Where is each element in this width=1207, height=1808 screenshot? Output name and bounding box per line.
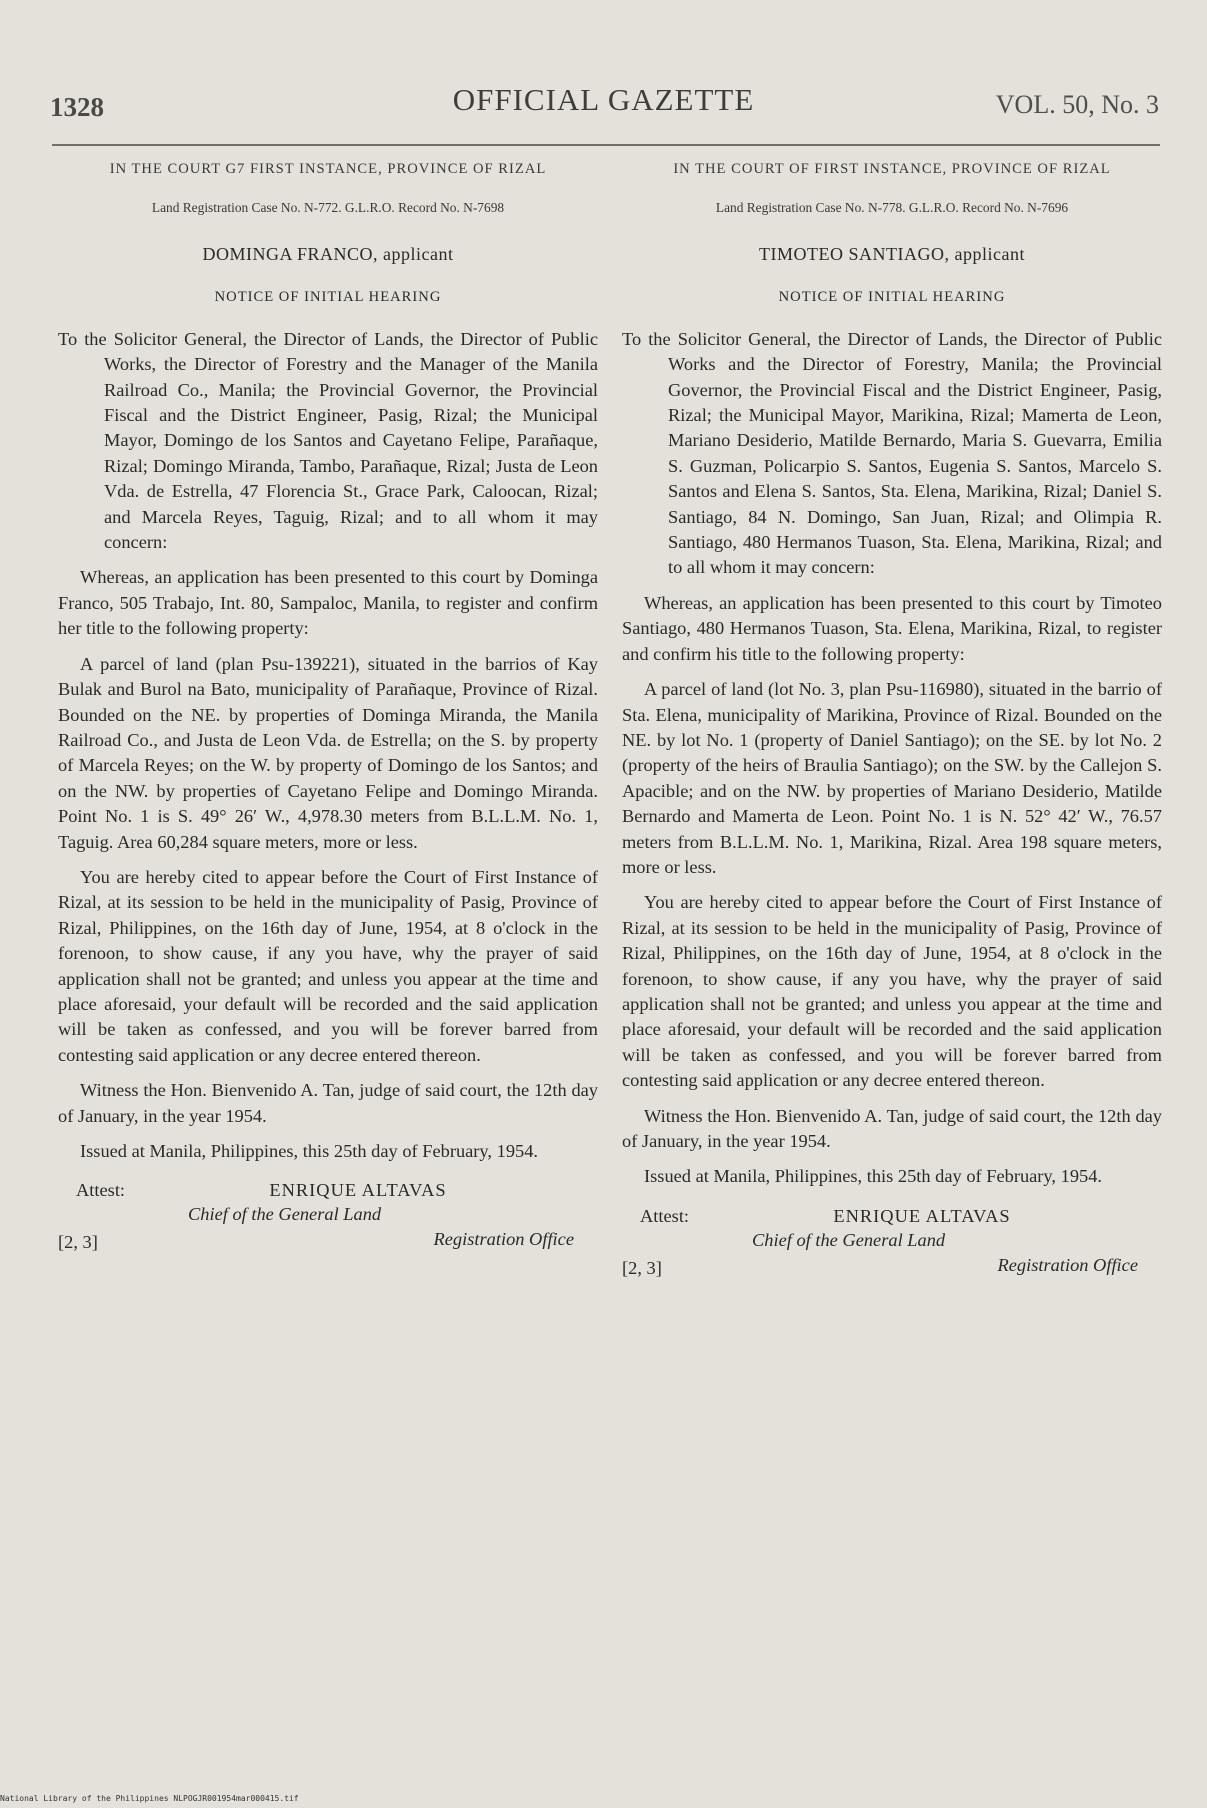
case-number: Land Registration Case No. N-778. G.L.R.O. Record No. N-7696	[715, 200, 1069, 215]
attestation-block	[622, 1204, 1162, 1298]
attest-label: Attest:	[76, 1180, 126, 1201]
official-title-line-1: Chief of the General Land	[752, 1229, 946, 1250]
official-name: ENRIQUE ALTAVAS	[833, 1205, 1011, 1226]
attestation-block	[58, 1178, 598, 1272]
publication-title: OFFICIAL GAZETTE	[452, 82, 755, 117]
whereas-paragraph: Whereas, an application has been presented to this court by Timoteo Santiago, 480 Hermanos Tuason, Sta. Elena, Marikina, Rizal, to register and confirm his title to the following property:	[622, 592, 1162, 664]
addressees-paragraph: To the Solicitor General, the Director of Lands, the Director of Public Works, the Director of Forestry and the Manager of the Manila Railroad Co., Manila; the Provincial Governor, the Provincial Fiscal and the District Engineer, Pasig, Rizal; the Municipal Mayor, Domingo de los Santos and Cayetano Felipe, Parañaque, Rizal; Domingo Miranda, Tambo, Parañaque, Rizal; Justa de Leon Vda. de Estrella, 47 Florencia St., Grace Park, Caloocan, Rizal; and Marcela Reyes, Taguig, Rizal; and to all whom it may concern:	[58, 328, 598, 553]
attest-label: Attest:	[640, 1205, 690, 1226]
whereas-paragraph: Whereas, an application has been presented to this court by Dominga Franco, 505 Trabajo, Int. 80, Sampaloc, Manila, to register and confirm her title to the following property:	[58, 567, 598, 639]
publication-issues: [2, 3]	[622, 1257, 662, 1278]
page-number: 1328	[50, 92, 104, 122]
witness-paragraph: Witness the Hon. Bienvenido A. Tan, judge of said court, the 12th day of January, in the year 1954.	[58, 1080, 598, 1126]
volume-number: VOL. 50, No. 3	[995, 90, 1159, 119]
applicant-suffix: , applicant	[373, 244, 454, 264]
issued-paragraph: Issued at Manila, Philippines, this 25th day of February, 1954.	[644, 1166, 1103, 1187]
citation-paragraph: You are hereby cited to appear before the Court of First Instance of Rizal, at its session to be held in the municipality of Pasig, Province of Rizal, Philippines, on the 16th day of June, 1954, at 8 o'clock in the forenoon, to show cause, if any you have, why the prayer of said application shall not be granted; and unless you appear at the time and place aforesaid, your default will be recorded and the said application will be taken as confessed, and you will be forever barred from contesting said application or any decree entered thereon.	[622, 892, 1162, 1091]
issued-paragraph: Issued at Manila, Philippines, this 25th day of February, 1954.	[80, 1141, 539, 1161]
court-heading: IN THE COURT G7 FIRST INSTANCE, PROVINCE OF RIZAL	[109, 161, 547, 177]
case-number: Land Registration Case No. N-772. G.L.R.O. Record No. N-7698	[151, 200, 505, 215]
official-title-line-2: Registration Office	[433, 1229, 574, 1250]
parcel-description: A parcel of land (lot No. 3, plan Psu-116980), situated in the barrio of Sta. Elena, municipality of Marikina, Province of Rizal. Bounded on the NE. by lot No. 1 (property of Daniel Santiago); on the SE. by lot No. 2 (property of the heirs of Braulia Santiago); on the SW. by the Callejon S. Apacible; and on the NW. by properties of Mariano Desiderio, Matilde Bernardo and Mamerta de Leon. Point No. 1 is N. 52° 42′ W., 76.57 meters from B.L.L.M. No. 1, Marikina, Rizal. Area 198 square meters, more or less.	[622, 679, 1162, 877]
addressees-paragraph: To the Solicitor General, the Director of Lands, the Director of Public Works and the Director of Forestry, Manila; the Provincial Governor, the Provincial Fiscal and the District Engineer, Pasig, Rizal; the Municipal Mayor, Marikina, Rizal; Mamerta de Leon, Mariano Desiderio, Matilde Bernardo, Maria S. Guevarra, Emilia S. Guzman, Policarpio S. Santos, Eugenia S. Santos, Marcelo S. Santos and Elena S. Santos, Sta. Elena, Marikina, Rizal; Daniel S. Santiago, 84 N. Domingo, San Juan, Rizal; and Olimpia R. Santiago, 480 Hermanos Tuason, Sta. Elena, Marikina, Rizal; and to all whom it may concern:	[622, 328, 1162, 578]
official-title-line-1: Chief of the General Land	[188, 1204, 382, 1225]
header-rule	[52, 144, 1160, 146]
applicant-line	[622, 242, 1162, 267]
parcel-description: A parcel of land (plan Psu-139221), situated in the barrios of Kay Bulak and Burol na Bato, municipality of Parañaque, Province of Rizal. Bounded on the NE. by properties of Dominga Miranda, the Manila Railroad Co., and Justa de Leon Vda. de Estrella; on the S. by property of Marcela Reyes; on the W. by property of Domingo de los Santos; and on the NW. by properties of Cayetano Felipe and Domingo Miranda. Point No. 1 is S. 49° 26′ W., 4,978.30 meters from B.L.L.M. No. 1, Taguig. Area 60,284 square meters, more or less.	[58, 653, 598, 852]
applicant-name: DOMINGA FRANCO	[202, 244, 374, 264]
applicant-line	[58, 242, 598, 267]
notice-heading: NOTICE OF INITIAL HEARING	[778, 289, 1006, 306]
publication-issues: [2, 3]	[58, 1232, 98, 1253]
official-name: ENRIQUE ALTAVAS	[269, 1180, 447, 1201]
citation-paragraph: You are hereby cited to appear before the Court of First Instance of Rizal, at its session to be held in the municipality of Pasig, Province of Rizal, Philippines, on the 16th day of June, 1954, at 8 o'clock in the forenoon, to show cause, if any you have, why the prayer of said application shall not be granted; and unless you appear at the time and place aforesaid, your default will be recorded and the said application will be taken as confessed, and you will be forever barred from contesting said application or any decree entered thereon.	[58, 866, 598, 1065]
applicant-suffix: , applicant	[944, 244, 1025, 264]
official-title-line-2: Registration Office	[997, 1254, 1138, 1275]
applicant-name: TIMOTEO SANTIAGO	[759, 244, 945, 264]
notice-column-right	[622, 152, 1162, 1298]
court-heading: IN THE COURT OF FIRST INSTANCE, PROVINCE OF RIZAL	[673, 161, 1111, 177]
notice-column-left	[58, 152, 598, 1272]
witness-paragraph: Witness the Hon. Bienvenido A. Tan, judge of said court, the 12th day of January, in the year 1954.	[622, 1105, 1162, 1151]
notice-heading: NOTICE OF INITIAL HEARING	[214, 289, 442, 306]
scan-footer: National Library of the Philippines NLPOGJR001954mar000415.tif	[0, 1794, 299, 1803]
page-header	[48, 82, 1159, 122]
